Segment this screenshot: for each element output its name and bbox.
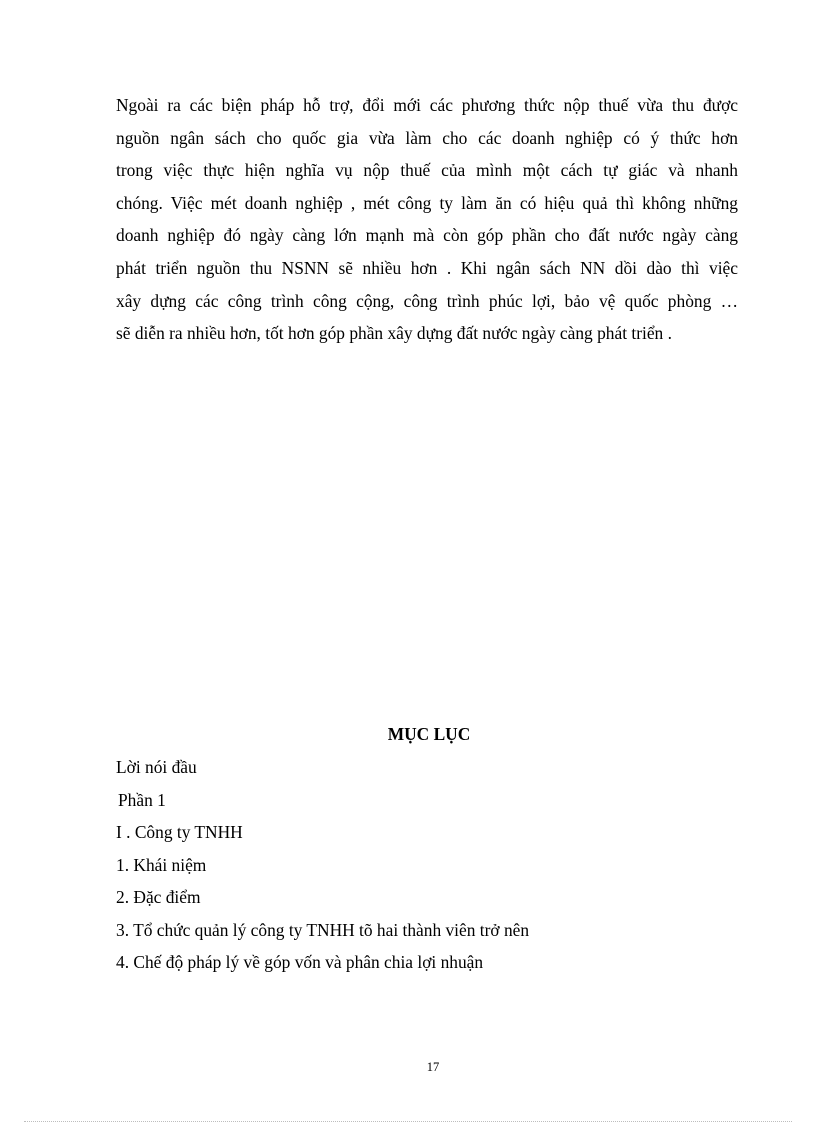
paragraph-line: sẽ diễn ra nhiều hơn, tốt hơn góp phần xây dựng đất nước ngày càng phát triển . <box>116 323 672 344</box>
paragraph-line: xây dựng các công trình công cộng, công trình phúc lợi, bảo vệ quốc phòng … <box>116 290 738 311</box>
body-paragraph <box>116 89 738 350</box>
toc-item-preface: Lời nói đầu <box>116 757 197 777</box>
toc-item-concept: 1. Khái niệm <box>116 854 207 875</box>
paragraph-line: nguồn ngân sách cho quốc gia vừa làm cho các doanh nghiệp có ý thức hơn <box>116 127 738 148</box>
page-number: 17 <box>426 1060 440 1074</box>
paragraph-line: phát triển nguồn thu NSNN sẽ nhiều hơn . Khi ngân sách NN dồi dào thì việc <box>116 257 738 278</box>
paragraph-line: trong việc thực hiện nghĩa vụ nộp thuế của mình một cách tự giác và nhanh <box>116 160 738 181</box>
paragraph-line: chóng. Việc mét doanh nghiệp , mét công ty làm ăn có hiệu quả thì không những <box>116 192 738 213</box>
toc-heading: MỤC LỤC <box>387 724 471 744</box>
table-of-contents <box>116 751 676 979</box>
toc-item-legal-regime: 4. Chế độ pháp lý về góp vốn và phân chia lợi nhuận <box>116 952 484 972</box>
page-bottom-divider <box>24 1121 792 1122</box>
paragraph-line: doanh nghiệp đó ngày càng lớn mạnh mà còn góp phần cho đất nước ngày càng <box>116 225 738 246</box>
toc-item-management: 3. Tổ chức quản lý công ty TNHH tõ hai thành viên trở nên <box>116 919 530 940</box>
toc-item-part-1: Phần 1 <box>118 789 166 810</box>
paragraph-line: Ngoài ra các biện pháp hỗ trợ, đổi mới các phương thức nộp thuế vừa thu được <box>116 95 738 115</box>
toc-item-characteristics: 2. Đặc điểm <box>116 887 201 907</box>
toc-item-section-1: I . Công ty TNHH <box>116 822 243 842</box>
